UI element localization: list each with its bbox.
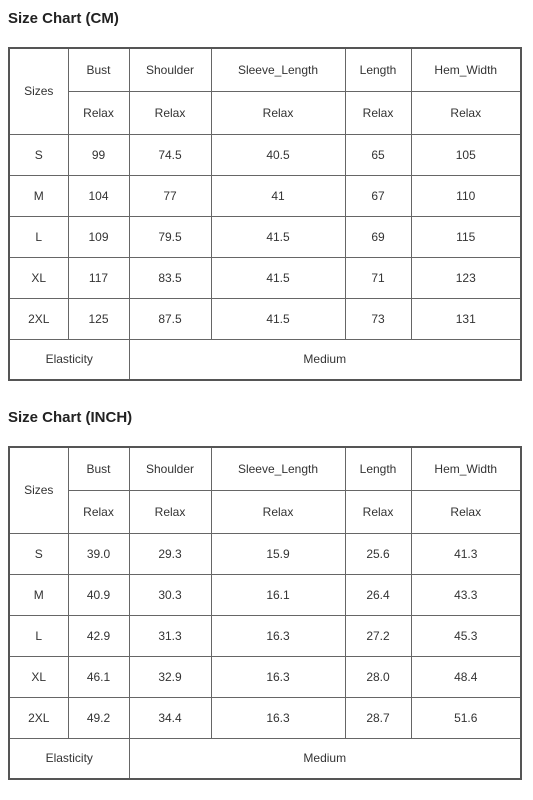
shoulder-header: Shoulder — [129, 447, 211, 490]
sleeve-length-value: 41.5 — [211, 298, 345, 339]
fit-subheader: Relax — [129, 91, 211, 134]
size-label: L — [9, 615, 68, 656]
sizes-header: Sizes — [9, 447, 68, 533]
table-row — [9, 533, 521, 574]
bust-value: 40.9 — [68, 574, 129, 615]
elasticity-row — [9, 738, 521, 779]
subheader-row — [9, 490, 521, 533]
hem-width-value: 45.3 — [411, 615, 521, 656]
bust-header: Bust — [68, 48, 129, 91]
hem-width-value: 43.3 — [411, 574, 521, 615]
sleeve-length-header: Sleeve_Length — [211, 48, 345, 91]
table-row — [9, 257, 521, 298]
bust-value: 46.1 — [68, 656, 129, 697]
size-label: L — [9, 216, 68, 257]
table-row — [9, 134, 521, 175]
shoulder-value: 29.3 — [129, 533, 211, 574]
size-chart-cm-table — [8, 47, 522, 381]
elasticity-label: Elasticity — [9, 738, 129, 779]
size-chart-cm-title: Size Chart (CM) — [8, 10, 119, 27]
size-label: 2XL — [9, 298, 68, 339]
hem-width-value: 41.3 — [411, 533, 521, 574]
sleeve-length-value: 16.1 — [211, 574, 345, 615]
sleeve-length-value: 41.5 — [211, 257, 345, 298]
fit-subheader: Relax — [211, 490, 345, 533]
hem-width-header: Hem_Width — [411, 48, 521, 91]
length-value: 25.6 — [345, 533, 411, 574]
subheader-row — [9, 91, 521, 134]
size-label: S — [9, 533, 68, 574]
sleeve-length-header: Sleeve_Length — [211, 447, 345, 490]
bust-value: 99 — [68, 134, 129, 175]
fit-subheader: Relax — [411, 91, 521, 134]
size-label: M — [9, 574, 68, 615]
sleeve-length-value: 41.5 — [211, 216, 345, 257]
hem-width-header: Hem_Width — [411, 447, 521, 490]
length-value: 28.0 — [345, 656, 411, 697]
bust-value: 117 — [68, 257, 129, 298]
shoulder-value: 83.5 — [129, 257, 211, 298]
fit-subheader: Relax — [129, 490, 211, 533]
bust-value: 109 — [68, 216, 129, 257]
fit-subheader: Relax — [411, 490, 521, 533]
length-value: 65 — [345, 134, 411, 175]
shoulder-value: 74.5 — [129, 134, 211, 175]
size-label: M — [9, 175, 68, 216]
size-label: 2XL — [9, 697, 68, 738]
length-value: 26.4 — [345, 574, 411, 615]
shoulder-value: 77 — [129, 175, 211, 216]
table-row — [9, 574, 521, 615]
fit-subheader: Relax — [68, 91, 129, 134]
size-chart-inch-table — [8, 446, 522, 780]
length-header: Length — [345, 447, 411, 490]
header-row — [9, 447, 521, 490]
sleeve-length-value: 16.3 — [211, 615, 345, 656]
table-row — [9, 656, 521, 697]
length-value: 27.2 — [345, 615, 411, 656]
shoulder-value: 34.4 — [129, 697, 211, 738]
table-row — [9, 615, 521, 656]
hem-width-value: 48.4 — [411, 656, 521, 697]
hem-width-value: 115 — [411, 216, 521, 257]
bust-header: Bust — [68, 447, 129, 490]
fit-subheader: Relax — [345, 490, 411, 533]
elasticity-value: Medium — [129, 738, 521, 779]
bust-value: 104 — [68, 175, 129, 216]
bust-value: 39.0 — [68, 533, 129, 574]
shoulder-value: 87.5 — [129, 298, 211, 339]
table-row — [9, 216, 521, 257]
sleeve-length-value: 15.9 — [211, 533, 345, 574]
table-row — [9, 175, 521, 216]
size-label: S — [9, 134, 68, 175]
shoulder-header: Shoulder — [129, 48, 211, 91]
sleeve-length-value: 40.5 — [211, 134, 345, 175]
header-row — [9, 48, 521, 91]
table-row — [9, 697, 521, 738]
shoulder-value: 79.5 — [129, 216, 211, 257]
sleeve-length-value: 16.3 — [211, 656, 345, 697]
bust-value: 49.2 — [68, 697, 129, 738]
length-value: 67 — [345, 175, 411, 216]
hem-width-value: 51.6 — [411, 697, 521, 738]
hem-width-value: 110 — [411, 175, 521, 216]
hem-width-value: 105 — [411, 134, 521, 175]
hem-width-value: 131 — [411, 298, 521, 339]
size-label: XL — [9, 656, 68, 697]
elasticity-label: Elasticity — [9, 339, 129, 380]
length-value: 73 — [345, 298, 411, 339]
length-value: 71 — [345, 257, 411, 298]
size-label: XL — [9, 257, 68, 298]
shoulder-value: 32.9 — [129, 656, 211, 697]
length-value: 69 — [345, 216, 411, 257]
length-value: 28.7 — [345, 697, 411, 738]
fit-subheader: Relax — [68, 490, 129, 533]
table-row — [9, 298, 521, 339]
shoulder-value: 31.3 — [129, 615, 211, 656]
elasticity-value: Medium — [129, 339, 521, 380]
elasticity-row — [9, 339, 521, 380]
fit-subheader: Relax — [211, 91, 345, 134]
size-chart-inch-title: Size Chart (INCH) — [8, 409, 133, 426]
sleeve-length-value: 41 — [211, 175, 345, 216]
shoulder-value: 30.3 — [129, 574, 211, 615]
sleeve-length-value: 16.3 — [211, 697, 345, 738]
fit-subheader: Relax — [345, 91, 411, 134]
bust-value: 125 — [68, 298, 129, 339]
sizes-header: Sizes — [9, 48, 68, 134]
bust-value: 42.9 — [68, 615, 129, 656]
length-header: Length — [345, 48, 411, 91]
hem-width-value: 123 — [411, 257, 521, 298]
